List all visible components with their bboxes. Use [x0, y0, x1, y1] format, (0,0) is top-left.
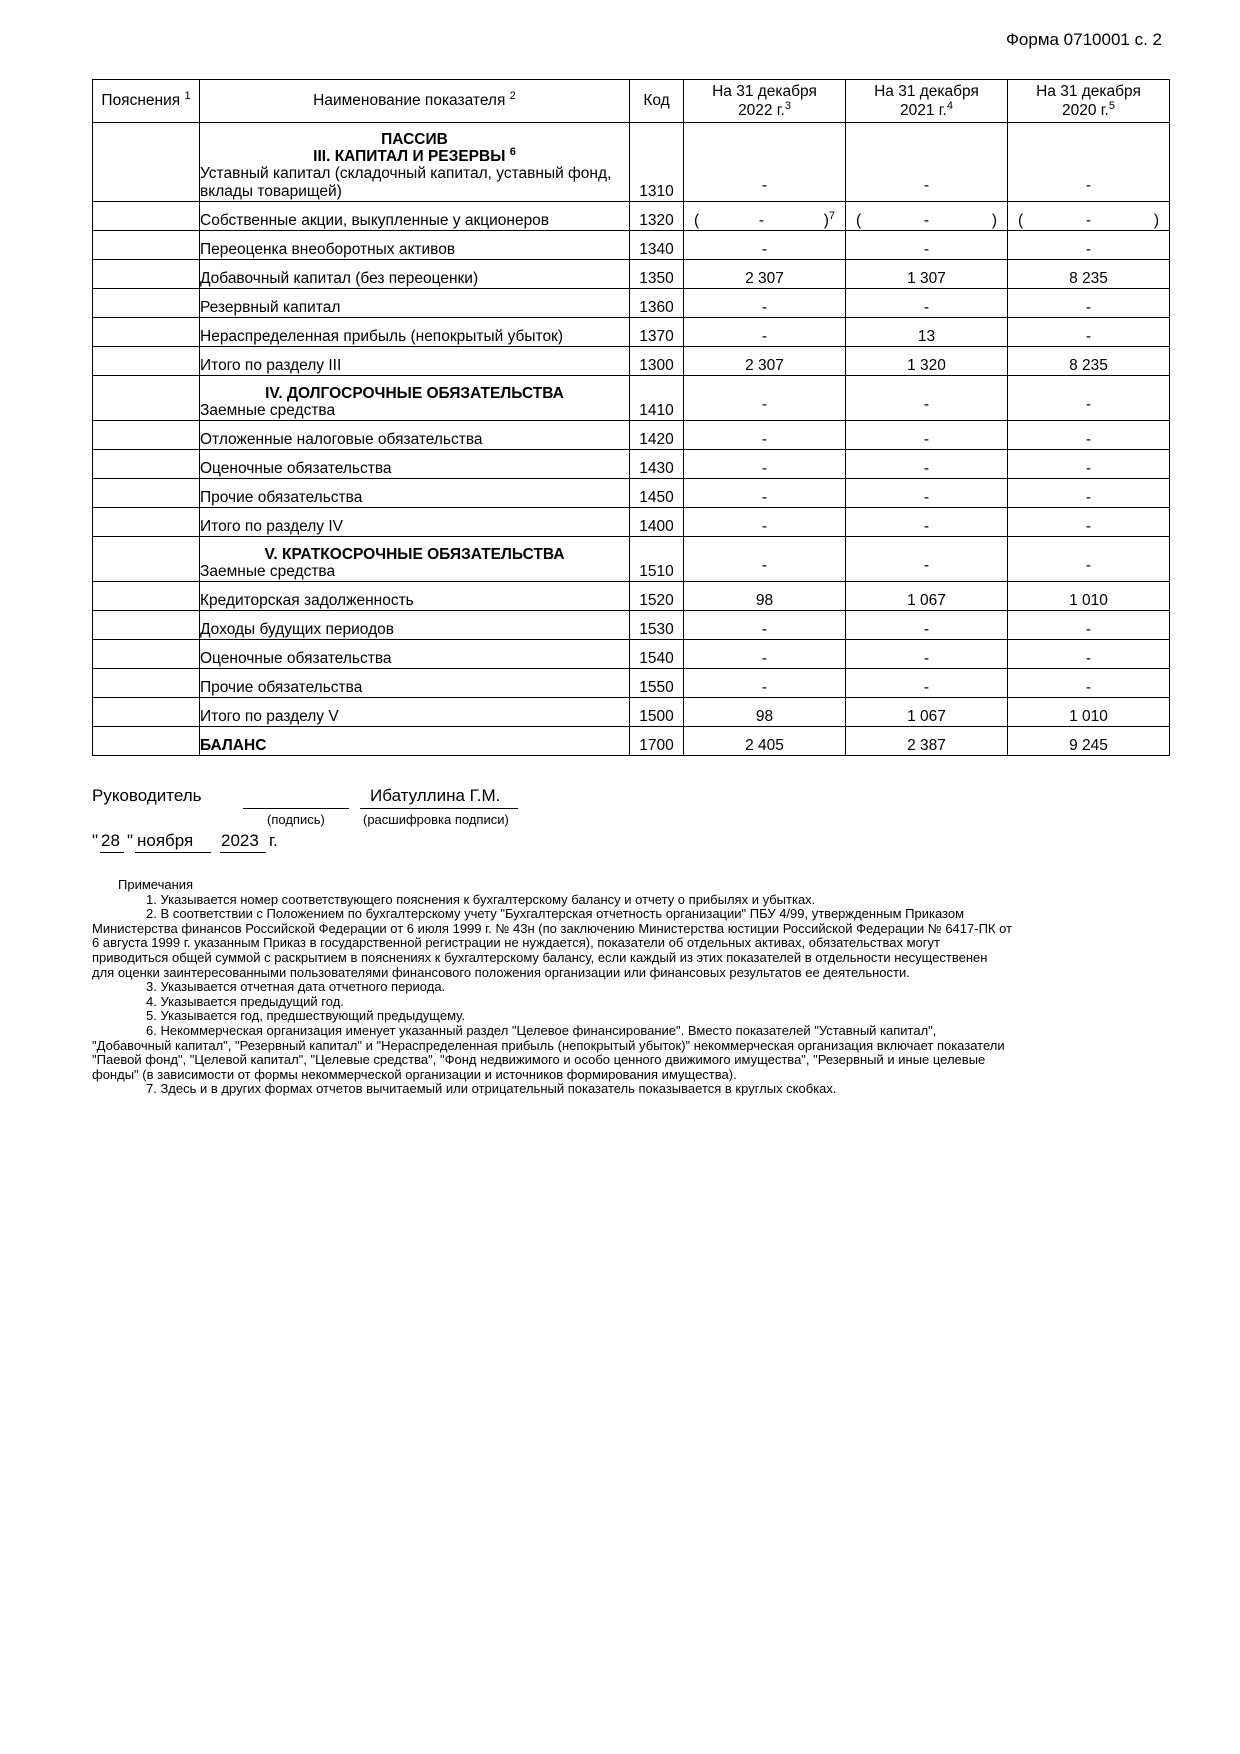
date-year-suffix: г.	[269, 831, 278, 850]
row-code: 1320	[630, 202, 684, 231]
row-code: 1500	[630, 698, 684, 727]
row-name: ПАССИВ III. КАПИТАЛ И РЕЗЕРВЫ $^6$ Уставный капитал (складочный капитал, уставный фонд, вклады товарищей)	[200, 123, 630, 202]
row-code: 1360	[630, 289, 684, 318]
table-row	[93, 450, 1170, 479]
notes-cell	[93, 611, 200, 640]
table-row	[93, 421, 1170, 450]
notes-cell	[93, 376, 200, 421]
row-value-2022: ( - )$^7$	[684, 202, 846, 231]
table-header-row	[93, 80, 1170, 123]
signature-caption: (подпись)	[267, 812, 325, 827]
row-value-2022: 98	[684, 582, 846, 611]
row-value-2020: 9 245	[1008, 727, 1170, 756]
section-5-title: V. КРАТКОСРОЧНЫЕ ОБЯЗАТЕЛЬСТВА	[264, 546, 565, 564]
row-value-2021: -	[846, 123, 1008, 202]
notes-cell	[93, 582, 200, 611]
table-row	[93, 640, 1170, 669]
row-code: 1370	[630, 318, 684, 347]
footnote-6: 6. Некоммерческая организация именует указанный раздел "Целевое финансирование". Вместо показателей "Уставный капитал", "Добавочный капитал", "Резервный капитал" и "Нераспределенная прибыль (непокрытый убыток)" некоммерческая организация включает показатели "Паевой фонд", "Целевой капитал", "Целевые средства", "Фонд недвижимого и особо ценного движимого имущества", "Резервный и иные целевые фонды" (в зависимости от формы некоммерческой организации и источников формирования имущества).	[92, 1022, 1005, 1082]
row-value-2020: -	[1008, 640, 1170, 669]
table-row	[93, 123, 1170, 202]
signature-name: Ибатуллина Г.М.	[370, 786, 501, 805]
row-code: 1700	[630, 727, 684, 756]
header-col-2021: На 31 декабря 2021 г.$^4$	[846, 80, 1008, 123]
row-code: 1520	[630, 582, 684, 611]
date-month: ноября	[137, 831, 194, 850]
header-notes: Пояснения $^1$	[93, 80, 200, 123]
date-quote-close: "	[127, 831, 134, 850]
row-name: Отложенные налоговые обязательства	[200, 421, 630, 450]
row-code: 1400	[630, 508, 684, 537]
table-row	[93, 479, 1170, 508]
footnote-1: 1. Указывается номер соответствующего пояснения к бухгалтерскому балансу и отчету о прибылях и убытках.	[146, 891, 816, 907]
row-code: 1340	[630, 231, 684, 260]
notes-cell	[93, 260, 200, 289]
row-value-2020: 8 235	[1008, 347, 1170, 376]
notes-cell	[93, 508, 200, 537]
row-name: Прочие обязательства	[200, 479, 630, 508]
footnotes-title: Примечания	[118, 877, 194, 892]
form-number: Форма 0710001 с. 2	[1005, 30, 1162, 49]
row-value-2021: -	[846, 421, 1008, 450]
signature-name-caption: (расшифровка подписи)	[363, 812, 509, 827]
notes-cell	[93, 318, 200, 347]
footnote-2: 2. В соответствии с Положением по бухгалтерскому учету "Бухгалтерская отчетность организации" ПБУ 4/99, утвержденным Приказом Министерства финансов Российской Федерации от 6 июля 1999 г. № 43н (по заключению Министерства юстиции Российской Федерации № 6417-ПК от 6 августа 1999 г. указанным Приказ в государственной регистрации не нуждается), показатели об отдельных активах, обязательствах могут приводиться общей суммой с раскрытием в пояснениях к бухгалтерскому балансу, если каждый из этих показателей в отдельности несущественен для оценки заинтересованными пользователями финансового положения организации или финансовых результатов ее деятельности.	[92, 906, 1013, 980]
row-name: Переоценка внеоборотных активов	[200, 231, 630, 260]
row-name: IV. ДОЛГОСРОЧНЫЕ ОБЯЗАТЕЛЬСТВА Заемные средства	[200, 376, 630, 421]
table-row	[93, 202, 1170, 231]
signature-name-line	[360, 808, 518, 809]
row-value-2020: -	[1008, 611, 1170, 640]
row-value-2020: -	[1008, 289, 1170, 318]
row-value-2020: -	[1008, 450, 1170, 479]
row-code: 1430	[630, 450, 684, 479]
notes-cell	[93, 450, 200, 479]
notes-cell	[93, 202, 200, 231]
footnote-5: 5. Указывается год, предшествующий предыдущему.	[146, 1008, 465, 1024]
notes-cell	[93, 669, 200, 698]
row-code: 1310	[630, 123, 684, 202]
footnote-3: 3. Указывается отчетная дата отчетного периода.	[146, 979, 446, 995]
row-name: Итого по разделу IV	[200, 508, 630, 537]
table-row	[93, 289, 1170, 318]
row-value-2022: -	[684, 450, 846, 479]
row-value-2022: -	[684, 640, 846, 669]
balance-table	[92, 79, 1170, 756]
row-value-2021: -	[846, 231, 1008, 260]
row-value-2022: -	[684, 318, 846, 347]
row-code: 1550	[630, 669, 684, 698]
row-name: Кредиторская задолженность	[200, 582, 630, 611]
row-value-2021: 2 387	[846, 727, 1008, 756]
header-col-2022: На 31 декабря 2022 г.$^3$	[684, 80, 846, 123]
row-value-2020: 1 010	[1008, 698, 1170, 727]
notes-cell	[93, 479, 200, 508]
table-row	[93, 376, 1170, 421]
row-value-2020: -	[1008, 376, 1170, 421]
row-name: Собственные акции, выкупленные у акционеров	[200, 202, 630, 231]
notes-cell	[93, 347, 200, 376]
row-value-2021: 1 067	[846, 698, 1008, 727]
row-value-2020: -	[1008, 231, 1170, 260]
notes-cell	[93, 421, 200, 450]
row-value-2022: -	[684, 123, 846, 202]
signature-line	[243, 808, 349, 809]
row-code: 1420	[630, 421, 684, 450]
table-row	[93, 318, 1170, 347]
table-row-total	[93, 347, 1170, 376]
row-value-2020: 1 010	[1008, 582, 1170, 611]
table-row	[93, 669, 1170, 698]
row-value-2020: -	[1008, 479, 1170, 508]
table-row	[93, 537, 1170, 582]
row-code: 1530	[630, 611, 684, 640]
row-value-2022: -	[684, 289, 846, 318]
date-day-line	[100, 852, 124, 853]
row-value-2021: -	[846, 640, 1008, 669]
section-4-title: IV. ДОЛГОСРОЧНЫЕ ОБЯЗАТЕЛЬСТВА	[265, 385, 564, 403]
date-month-line	[135, 852, 211, 853]
table-row-balance	[93, 727, 1170, 756]
table-row	[93, 231, 1170, 260]
row-code: 1540	[630, 640, 684, 669]
row-value-2021: 1 320	[846, 347, 1008, 376]
header-code: Код	[630, 80, 684, 123]
notes-cell	[93, 727, 200, 756]
row-value-2021: -	[846, 376, 1008, 421]
row-value-2021: -	[846, 537, 1008, 582]
row-name: V. КРАТКОСРОЧНЫЕ ОБЯЗАТЕЛЬСТВА Заемные средства	[200, 537, 630, 582]
row-code: 1450	[630, 479, 684, 508]
row-name: Итого по разделу V	[200, 698, 630, 727]
notes-cell	[93, 123, 200, 202]
row-value-2020: -	[1008, 669, 1170, 698]
table-row	[93, 611, 1170, 640]
header-name: Наименование показателя $^2$	[200, 80, 630, 123]
row-value-2022: -	[684, 421, 846, 450]
notes-cell	[93, 289, 200, 318]
row-value-2022: 2 307	[684, 260, 846, 289]
row-value-2021: -	[846, 479, 1008, 508]
row-value-2022: 2 405	[684, 727, 846, 756]
row-name: Оценочные обязательства	[200, 450, 630, 479]
row-name: Добавочный капитал (без переоценки)	[200, 260, 630, 289]
notes-cell	[93, 698, 200, 727]
row-value-2021: 1 307	[846, 260, 1008, 289]
section-3-title: III. КАПИТАЛ И РЕЗЕРВЫ $^6$	[313, 146, 516, 166]
table-row	[93, 260, 1170, 289]
footnotes	[92, 878, 1012, 1097]
row-name: Нераспределенная прибыль (непокрытый убыток)	[200, 318, 630, 347]
row-value-2022: -	[684, 537, 846, 582]
date-day: 28	[101, 831, 120, 850]
footnote-7: 7. Здесь и в других формах отчетов вычитаемый или отрицательный показатель показывается в круглых скобках.	[146, 1081, 837, 1097]
row-value-2020: -	[1008, 421, 1170, 450]
row-name: Оценочные обязательства	[200, 640, 630, 669]
date-year: 2023	[221, 831, 259, 850]
row-value-2021: 13	[846, 318, 1008, 347]
row-value-2022: -	[684, 231, 846, 260]
table-row-total	[93, 508, 1170, 537]
row-name: БАЛАНС	[200, 727, 630, 756]
row-value-2020: -	[1008, 508, 1170, 537]
row-name: Доходы будущих периодов	[200, 611, 630, 640]
row-value-2021: -	[846, 450, 1008, 479]
notes-cell	[93, 231, 200, 260]
row-value-2020: ( - )	[1008, 202, 1170, 231]
notes-cell	[93, 537, 200, 582]
row-value-2021: -	[846, 611, 1008, 640]
date-year-line	[220, 852, 266, 853]
row-code: 1510	[630, 537, 684, 582]
notes-cell	[93, 640, 200, 669]
row-value-2021: -	[846, 669, 1008, 698]
table-row-total	[93, 698, 1170, 727]
row-value-2021: 1 067	[846, 582, 1008, 611]
row-value-2022: -	[684, 508, 846, 537]
row-value-2021: ( - )	[846, 202, 1008, 231]
row-value-2020: 8 235	[1008, 260, 1170, 289]
row-value-2021: -	[846, 289, 1008, 318]
row-value-2020: -	[1008, 537, 1170, 582]
row-code: 1350	[630, 260, 684, 289]
row-value-2022: 2 307	[684, 347, 846, 376]
date-quote-open: "	[92, 831, 99, 850]
row-value-2022: 98	[684, 698, 846, 727]
signature-role: Руководитель	[92, 786, 202, 805]
row-value-2022: -	[684, 611, 846, 640]
row-code: 1410	[630, 376, 684, 421]
row-value-2021: -	[846, 508, 1008, 537]
row-name: Резервный капитал	[200, 289, 630, 318]
header-col-2020: На 31 декабря 2020 г.$^5$	[1008, 80, 1170, 123]
section-passive-title: ПАССИВ	[381, 131, 448, 149]
row-value-2020: -	[1008, 318, 1170, 347]
row-value-2022: -	[684, 479, 846, 508]
row-value-2022: -	[684, 376, 846, 421]
row-value-2022: -	[684, 669, 846, 698]
row-code: 1300	[630, 347, 684, 376]
row-name: Прочие обязательства	[200, 669, 630, 698]
row-value-2020: -	[1008, 123, 1170, 202]
row-name: Итого по разделу III	[200, 347, 630, 376]
footnote-4: 4. Указывается предыдущий год.	[146, 993, 344, 1009]
table-row	[93, 582, 1170, 611]
